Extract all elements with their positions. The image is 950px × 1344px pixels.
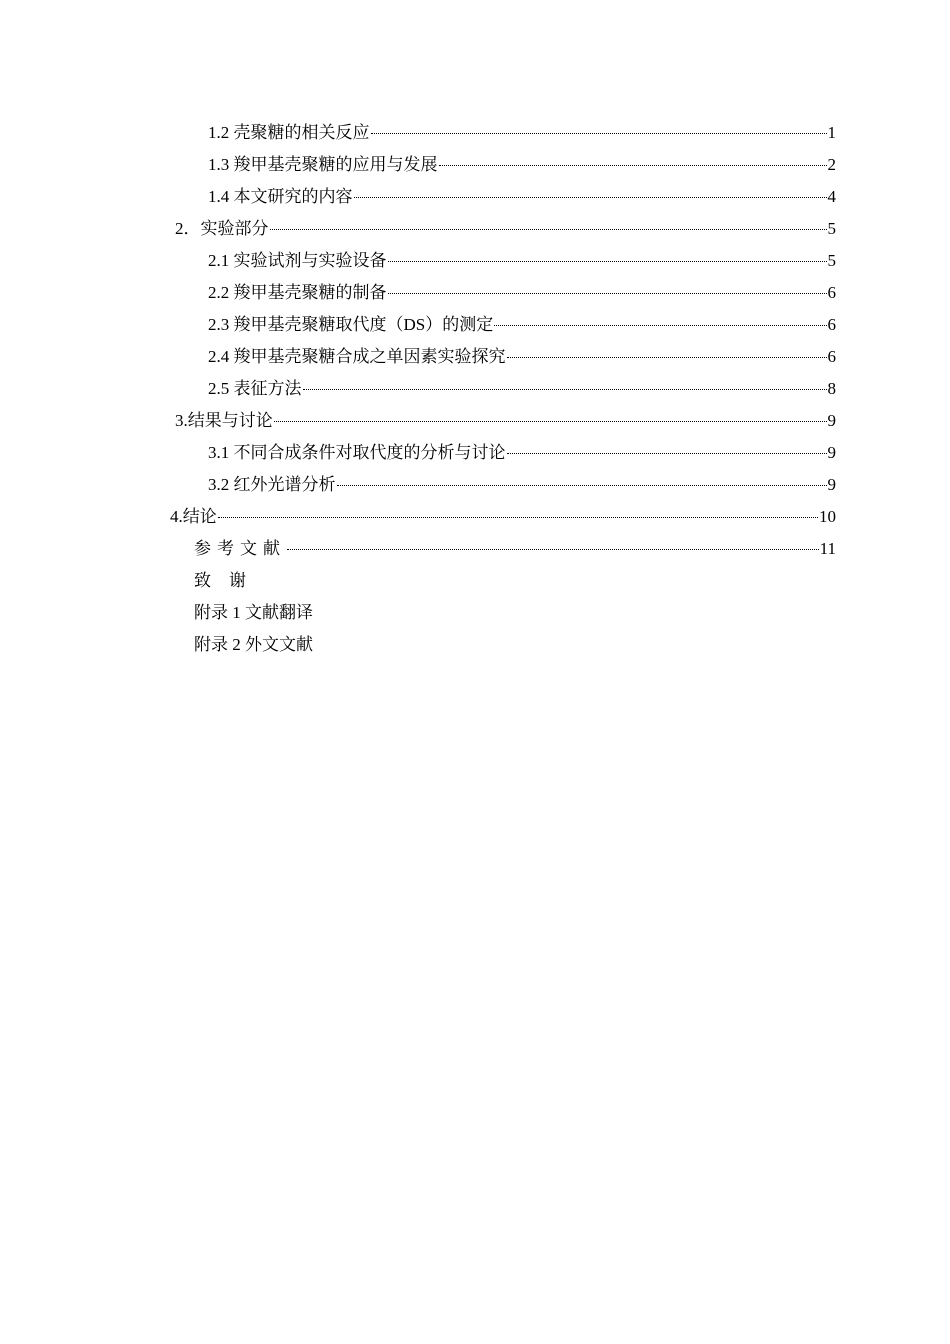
dot-leader [507,453,827,454]
toc-chapter-entry[interactable] [0,213,950,245]
toc-entry[interactable] [0,373,950,405]
toc-entry[interactable] [0,245,950,277]
toc-entry-page: 5 [827,251,836,270]
toc-entry[interactable] [0,181,950,213]
toc-entry[interactable] [0,437,950,469]
appendix-1-label: 附录 1 文献翻译 [194,603,313,622]
dot-leader [354,197,827,198]
acknowledgement-char-2: 谢 [229,571,246,590]
toc-entry[interactable] [0,309,950,341]
toc-entry-label: 2.5 表征方法 [208,379,302,398]
dot-leader [494,325,826,326]
table-of-contents [0,117,950,661]
dot-leader [303,389,827,390]
toc-entry-label: 3.1 不同合成条件对取代度的分析与讨论 [208,443,506,462]
toc-appendix-2-entry[interactable] [0,629,950,661]
dot-leader [270,229,827,230]
toc-entry-label: 4.结论 [170,507,217,526]
toc-entry-page: 6 [827,315,836,334]
toc-entry-page: 6 [827,283,836,302]
toc-entry-label: 参考文献 [194,539,286,558]
dot-leader [388,261,827,262]
toc-entry[interactable] [0,149,950,181]
toc-entry-label: 2.1 实验试剂与实验设备 [208,251,387,270]
toc-appendix-1-entry[interactable] [0,597,950,629]
toc-entry[interactable] [0,117,950,149]
toc-entry-page: 6 [827,347,836,366]
toc-entry-label: 2.3 羧甲基壳聚糖取代度（DS）的测定 [208,315,494,334]
toc-entry-label: 2．实验部分 [175,219,269,238]
toc-entry-label: 2.2 羧甲基壳聚糖的制备 [208,283,387,302]
toc-entry-page: 2 [827,155,836,174]
dot-leader [507,357,827,358]
appendix-2-label: 附录 2 外文文献 [194,635,313,654]
toc-entry-label: 1.3 羧甲基壳聚糖的应用与发展 [208,155,438,174]
toc-entry[interactable] [0,341,950,373]
toc-chapter-entry[interactable] [0,405,950,437]
toc-entry[interactable] [0,277,950,309]
dot-leader [439,165,827,166]
dot-leader [274,421,827,422]
toc-entry-label: 1.4 本文研究的内容 [208,187,353,206]
toc-acknowledgement-entry[interactable] [0,565,950,597]
toc-entry-label: 2.4 羧甲基壳聚糖合成之单因素实验探究 [208,347,506,366]
toc-entry-page: 10 [819,507,836,526]
toc-entry-page: 9 [827,443,836,462]
dot-leader [337,485,827,486]
toc-entry-page: 9 [827,411,836,430]
toc-references-entry[interactable] [0,533,950,565]
toc-entry-page: 1 [827,123,836,142]
acknowledgement-char-1: 致 [194,571,211,590]
toc-entry-page: 9 [827,475,836,494]
toc-chapter-entry[interactable] [0,501,950,533]
toc-entry-page: 11 [819,539,836,558]
toc-entry-label: 3.结果与讨论 [175,411,273,430]
acknowledgement-label [194,565,246,597]
toc-entry-label: 3.2 红外光谱分析 [208,475,336,494]
toc-entry-page: 8 [827,379,836,398]
toc-entry-page: 5 [827,219,836,238]
toc-entry-page: 4 [827,187,836,206]
toc-entry[interactable] [0,469,950,501]
dot-leader [218,517,818,518]
toc-entry-label: 1.2 壳聚糖的相关反应 [208,123,370,142]
dot-leader [287,549,819,550]
dot-leader [388,293,827,294]
dot-leader [371,133,827,134]
